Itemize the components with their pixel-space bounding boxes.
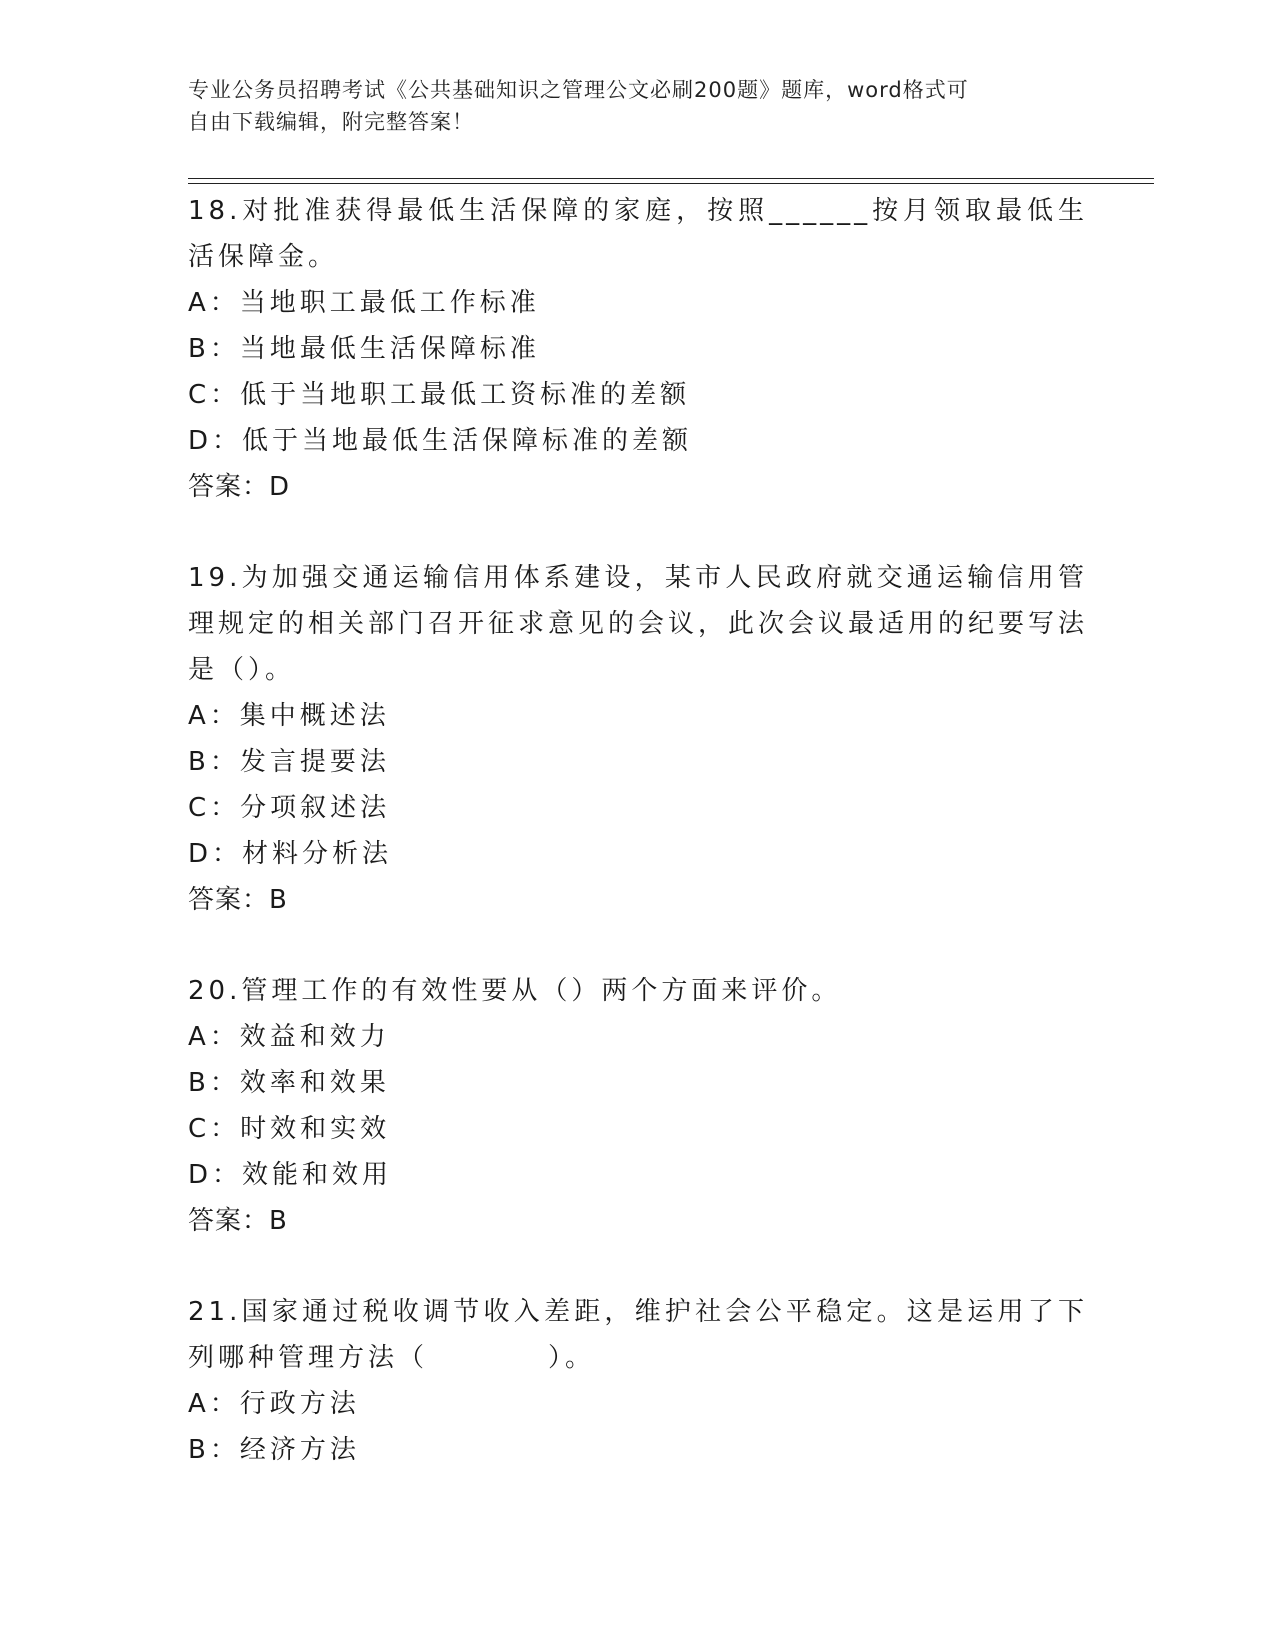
question-19 <box>188 555 1088 923</box>
question-stem: 18.对批准获得最低生活保障的家庭，按照______按月领取最低生活保障金。 <box>188 196 1088 272</box>
option-b: B：效率和效果 <box>188 1068 390 1098</box>
question-spacer <box>188 923 1088 968</box>
option-d: D：低于当地最低生活保障标准的差额 <box>188 426 693 456</box>
answer-line: 答案：B <box>188 885 288 915</box>
question-stem: 21.国家通过税收调节收入差距，维护社会公平稳定。这是运用了下列哪种管理方法（ ）。 <box>188 1297 1088 1373</box>
option-a: A：当地职工最低工作标准 <box>188 288 540 318</box>
option-a: A：效益和效力 <box>188 1022 390 1052</box>
question-list <box>188 188 1088 1473</box>
option-a: A：行政方法 <box>188 1389 360 1419</box>
option-c: C：低于当地职工最低工资标准的差额 <box>188 380 691 410</box>
question-stem: 20.管理工作的有效性要从（）两个方面来评价。 <box>188 976 842 1006</box>
option-a: A：集中概述法 <box>188 701 390 731</box>
answer-line: 答案：B <box>188 1206 288 1236</box>
option-b: B：经济方法 <box>188 1435 360 1465</box>
header-divider-bottom <box>188 183 1154 184</box>
question-spacer <box>188 510 1088 555</box>
answer-line: 答案：D <box>188 472 291 502</box>
option-c: C：分项叙述法 <box>188 793 391 823</box>
question-20 <box>188 968 1088 1244</box>
option-d: D：材料分析法 <box>188 839 393 869</box>
option-d: D：效能和效用 <box>188 1160 393 1190</box>
document-header <box>188 74 1088 138</box>
header-line-2: 自由下载编辑，附完整答案！ <box>188 110 474 134</box>
question-21 <box>188 1289 1088 1473</box>
question-spacer <box>188 1244 1088 1289</box>
question-stem: 19.为加强交通运输信用体系建设，某市人民政府就交通运输信用管理规定的相关部门召开征求意见的会议，此次会议最适用的纪要写法是（）。 <box>188 563 1089 685</box>
question-18 <box>188 188 1088 510</box>
option-b: B：当地最低生活保障标准 <box>188 334 540 364</box>
header-line-1: 专业公务员招聘考试《公共基础知识之管理公文必刷200题》题库，word格式可 <box>188 78 969 102</box>
header-divider-top <box>188 178 1154 179</box>
option-c: C：时效和实效 <box>188 1114 391 1144</box>
option-b: B：发言提要法 <box>188 747 390 777</box>
